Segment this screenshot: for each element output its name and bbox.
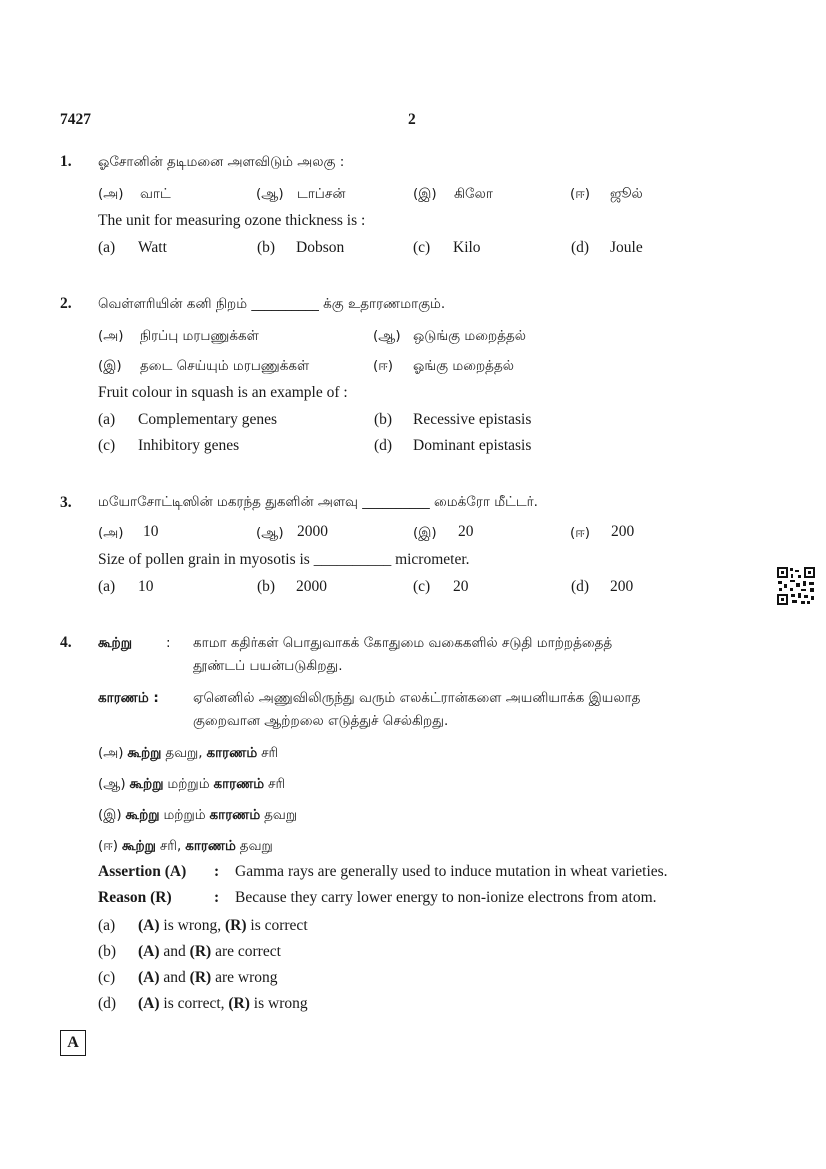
option-label: (b) — [98, 943, 117, 960]
option-label: (d) — [374, 437, 393, 454]
option-text: நிரப்பு மரபணுக்கள் — [140, 328, 259, 344]
option-text: 2000 — [296, 578, 327, 595]
page-number: 2 — [408, 111, 416, 128]
reason-word: காரணம் — [206, 745, 258, 761]
option-text: are wrong — [215, 969, 278, 986]
option-text: and — [163, 943, 186, 960]
option-text: கிலோ — [454, 186, 493, 202]
option-label: (c) — [413, 239, 431, 256]
question-number: 3. — [60, 494, 72, 511]
option-text: 200 — [611, 523, 635, 540]
assertion-ref: (A) — [138, 969, 160, 986]
assertion-text-english: Gamma rays are generally used to induce mutation in wheat varieties. — [235, 863, 668, 880]
assertion-ref: (A) — [138, 943, 160, 960]
paper-code: 7427 — [60, 111, 91, 128]
option-label: (c) — [98, 969, 116, 986]
reason-text-tamil: ஏனெனில் அணுவிலிருந்து வரும் எலக்ட்ரான்களை அயனியாக்க இயலாத — [193, 690, 641, 706]
option-text: 10 — [138, 578, 154, 595]
question-text-english: The unit for measuring ozone thickness is : — [98, 212, 366, 229]
tamil-option — [98, 775, 285, 794]
option-text: is correct — [250, 917, 308, 934]
reason-label-english: Reason (R) — [98, 889, 172, 906]
option-text: மற்றும் — [167, 776, 210, 792]
qr-code-icon — [776, 566, 816, 606]
option-label: (c) — [413, 578, 431, 595]
option-label: (அ) — [98, 745, 124, 761]
option-text: is wrong, — [163, 917, 222, 934]
option-label: (b) — [257, 578, 276, 595]
english-option — [138, 969, 277, 987]
assertion-text-tamil-cont: தூண்டப் பயன்படுகிறது. — [193, 658, 343, 674]
option-text: Kilo — [453, 239, 481, 256]
option-label: (a) — [98, 411, 116, 428]
reason-ref: (R) — [228, 995, 250, 1012]
reason-word: காரணம் — [213, 776, 265, 792]
option-text: மற்றும் — [163, 807, 206, 823]
option-text: Complementary genes — [138, 411, 278, 428]
assertion-word: கூற்று — [121, 838, 156, 854]
assertion-word: கூற்று — [127, 745, 162, 761]
option-text: is wrong — [253, 995, 308, 1012]
option-label: (இ) — [413, 186, 437, 202]
option-label: (இ) — [98, 358, 122, 374]
option-text: Joule — [610, 239, 643, 256]
option-label: (ஈ) — [373, 358, 394, 374]
assertion-ref: (A) — [138, 917, 160, 934]
option-text: 10 — [143, 523, 159, 540]
option-label: (அ) — [98, 525, 124, 541]
reason-ref: (R) — [189, 969, 212, 986]
reason-word: காரணம் — [209, 807, 261, 823]
reason-label-tamil: காரணம் : — [98, 690, 159, 706]
reason-ref: (R) — [224, 917, 247, 934]
option-label: (c) — [98, 437, 116, 454]
option-text: Watt — [138, 239, 167, 256]
option-text: ஒடுங்கு மறைத்தல் — [413, 328, 527, 344]
option-label: (b) — [257, 239, 276, 256]
question-number: 2. — [60, 295, 72, 312]
separator-colon: : — [214, 863, 220, 880]
assertion-label-english: Assertion (A) — [98, 863, 187, 880]
option-text: தவறு — [239, 838, 273, 854]
version-box: A — [60, 1030, 86, 1056]
assertion-word: கூற்று — [125, 807, 160, 823]
assertion-word: கூற்று — [129, 776, 164, 792]
option-text: தவறு, — [165, 745, 203, 761]
separator-colon: : — [214, 889, 220, 906]
option-label: (ஈ) — [570, 186, 591, 202]
option-text: தவறு — [264, 807, 298, 823]
question-number: 1. — [60, 153, 72, 170]
option-label: (ஆ) — [98, 776, 126, 792]
option-text: 20 — [458, 523, 474, 540]
option-text: and — [163, 969, 186, 986]
option-text: டாப்சன் — [297, 186, 346, 202]
english-option — [138, 943, 281, 961]
question-text-english: Fruit colour in squash is an example of : — [98, 384, 348, 401]
option-label: (ஆ) — [373, 328, 401, 344]
assertion-text-tamil: காமா கதிர்கள் பொதுவாகக் கோதுமை வகைகளில் சடுதி மாற்றத்தைத் — [193, 635, 613, 651]
option-text: 200 — [610, 578, 634, 595]
option-label: (ஈ) — [98, 838, 119, 854]
option-label: (அ) — [98, 328, 124, 344]
option-label: (ஈ) — [570, 525, 591, 541]
question-text-tamil: மயோசோட்டிஸின் மகரந்த துகளின் அளவு __________ மைக்ரோ மீட்டர். — [98, 494, 538, 510]
option-label: (a) — [98, 578, 116, 595]
option-text: தடை செய்யும் மரபணுக்கள் — [140, 358, 310, 374]
assertion-ref: (A) — [138, 995, 160, 1012]
option-text: Inhibitory genes — [138, 437, 240, 454]
option-text: Dobson — [296, 239, 345, 256]
assertion-label-tamil: கூற்று — [98, 635, 133, 651]
option-text: 20 — [453, 578, 469, 595]
option-text: 2000 — [297, 523, 328, 540]
option-label: (d) — [571, 239, 590, 256]
option-label: (இ) — [98, 807, 122, 823]
option-text: சரி, — [159, 838, 182, 854]
option-label: (a) — [98, 917, 116, 934]
english-option — [138, 917, 308, 935]
option-label: (b) — [374, 411, 393, 428]
option-label: (ஆ) — [256, 525, 284, 541]
tamil-option — [98, 806, 297, 825]
question-text-tamil: வெள்ளரியின் கனி நிறம் __________ க்கு உதாரணமாகும். — [98, 296, 446, 312]
english-option — [138, 995, 308, 1013]
option-text: ஜூல் — [610, 186, 643, 202]
option-text: வாட் — [140, 186, 171, 202]
option-label: (ஆ) — [256, 186, 284, 202]
separator-colon: : — [166, 635, 171, 651]
reason-text-tamil-cont: குறைவான ஆற்றலை எடுத்துச் செல்கிறது. — [193, 713, 449, 729]
option-label: (d) — [98, 995, 117, 1012]
tamil-option — [98, 837, 273, 856]
tamil-option — [98, 744, 278, 763]
option-label: (a) — [98, 239, 116, 256]
reason-ref: (R) — [189, 943, 212, 960]
option-label: (d) — [571, 578, 590, 595]
question-number: 4. — [60, 634, 72, 651]
option-text: சரி — [268, 776, 286, 792]
option-label: (இ) — [413, 525, 437, 541]
option-text: சரி — [261, 745, 279, 761]
option-text: are correct — [215, 943, 281, 960]
question-text-tamil: ஓசோனின் தடிமனை அளவிடும் அலகு : — [98, 154, 345, 170]
option-text: Recessive epistasis — [413, 411, 532, 428]
option-text: ஓங்கு மறைத்தல் — [413, 358, 514, 374]
reason-text-english: Because they carry lower energy to non-ionize electrons from atom. — [235, 889, 657, 906]
option-label: (அ) — [98, 186, 124, 202]
reason-word: காரணம் — [185, 838, 236, 854]
option-text: Dominant epistasis — [413, 437, 532, 454]
option-text: is correct, — [163, 995, 225, 1012]
question-text-english: Size of pollen grain in myosotis is __________ micrometer. — [98, 551, 470, 568]
